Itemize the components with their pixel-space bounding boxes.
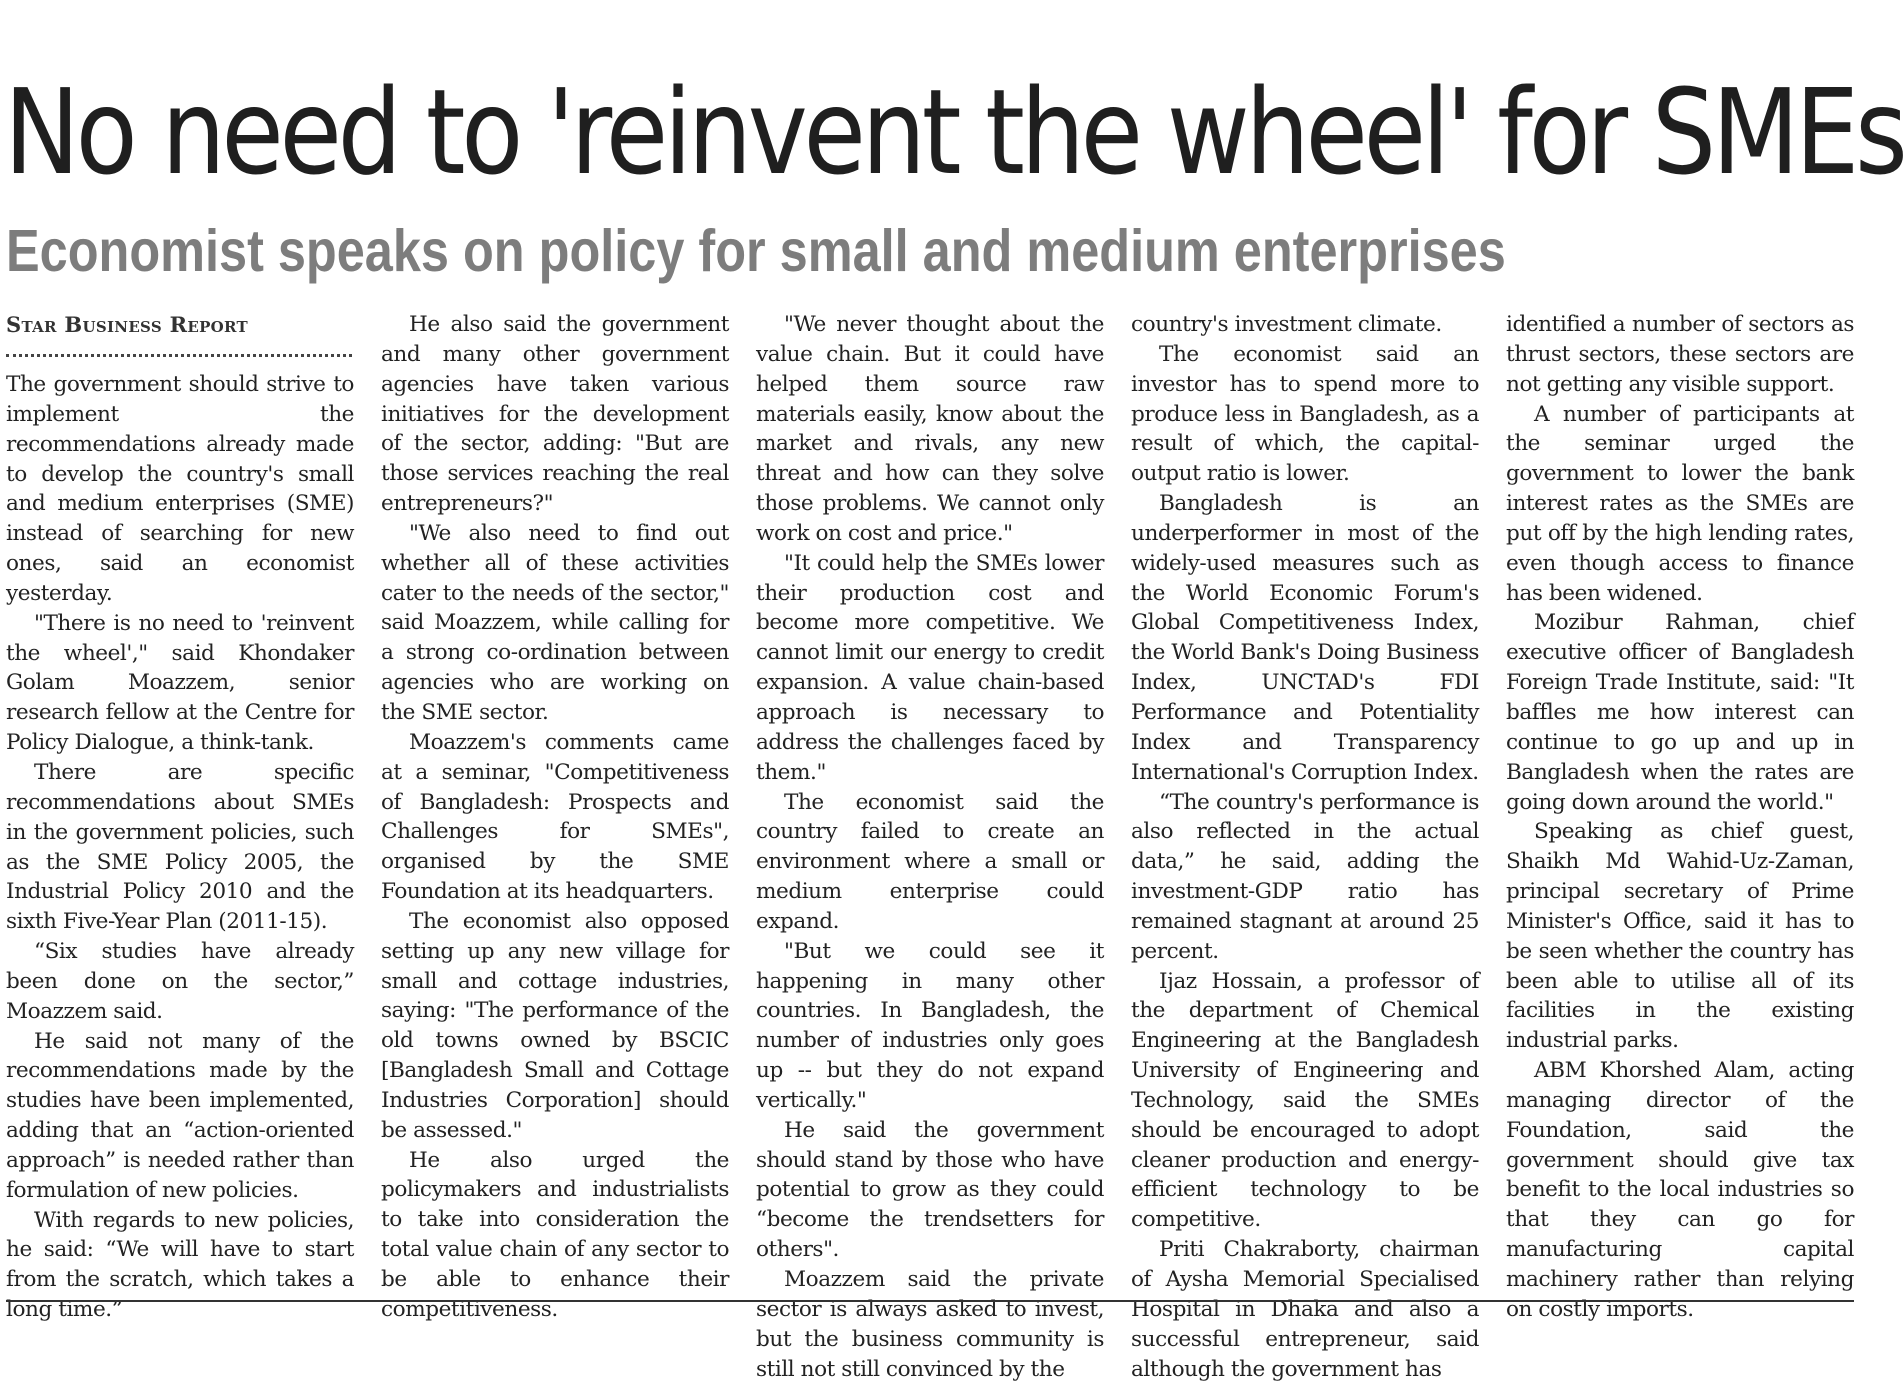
paragraph: “The country's performance is also reflected in the actual data,” he said, adding the investment-GDP ratio has remained stagnant at around 25 percent.	[1131, 789, 1479, 964]
paragraph: The economist said an investor has to spend more to produce less in Bangladesh, as a result of which, the capital-output ratio is lower.	[1131, 341, 1479, 487]
article-body	[6, 310, 1854, 1382]
headline: No need to 'reinvent the wheel' for SMEs	[4, 63, 1904, 201]
paragraph: “Six studies have already been done on the sector,” Moazzem said.	[6, 939, 354, 1024]
paragraph: He said not many of the recommendations made by the studies have been implemented, adding that an “action-oriented approach” is needed rather than formulation of new policies.	[6, 1028, 354, 1203]
byline-dotted-rule	[6, 340, 354, 370]
paragraph: Ijaz Hossain, a professor of the department of Chemical Engineering at the Bangladesh University of Engineering and Technology, said the SMEs should be encouraged to adopt cleaner production and energy-efficient technology to be competitive.	[1131, 968, 1479, 1233]
column-4	[1131, 310, 1479, 1382]
paragraph: A number of participants at the seminar urged the government to lower the bank interest rates as the SMEs are put off by the high lending rates, even though access to finance has been widened.	[1506, 401, 1854, 606]
column-3	[756, 310, 1104, 1382]
byline: Star Business Report	[6, 312, 248, 337]
paragraph: There are specific recommendations about SMEs in the government policies, such as the SME Policy 2005, the Industrial Policy 2010 and the sixth Five-Year Plan (2011-15).	[6, 759, 354, 935]
paragraph: With regards to new policies, he said: “We will have to start from the scratch, which takes a long time.”	[6, 1207, 354, 1323]
paragraph: "It could help the SMEs lower their production cost and become more competitive. We cannot limit our energy to credit expansion. A value chain-based approach is necessary to address the challenges faced by them."	[756, 550, 1104, 785]
paragraph: Bangladesh is an underperformer in most of the widely-used measures such as the World Economic Forum's Global Competitiveness Index, the World Bank's Doing Business Index, UNCTAD's FDI Performance and Potentiality Index and Transparency International's Corruption Index.	[1131, 491, 1479, 785]
paragraph: Moazzem's comments came at a seminar, "Competitiveness of Bangladesh: Prospects and Challenges for SMEs", organised by the SME Foundation at its headquarters.	[381, 729, 729, 905]
paragraph: The economist also opposed setting up any new village for small and cottage industries, saying: "The performance of the old towns owned by BSCIC [Bangladesh Small and Cottage Industries Corporation] should be assessed."	[381, 908, 729, 1143]
column-5	[1506, 310, 1854, 1322]
paragraph: Moazzem said the private sector is always asked to invest, but the business community is still not still convinced by the	[756, 1267, 1104, 1382]
column-1	[6, 310, 354, 1323]
subheadline: Economist speaks on policy for small and medium enterprises	[6, 218, 1506, 284]
paragraph: "We also need to find out whether all of these activities cater to the needs of the sector," said Moazzem, while calling for a strong co-ordination between agencies who are working on the SME sector.	[381, 520, 729, 725]
paragraph: The government should strive to implement the recommendations already made to develop the country's small and medium enterprises (SME) instead of searching for new ones, said an economist yesterday.	[6, 372, 354, 606]
paragraph: "We never thought about the value chain. But it could have helped them source raw materials easily, know about the market and rivals, any new threat and how can they solve those problems. We cannot only work on cost and price."	[756, 312, 1104, 546]
paragraph: He said the government should stand by those who have potential to grow as they could “become the trendsetters for others".	[756, 1117, 1104, 1263]
paragraph: country's investment climate.	[1131, 312, 1442, 337]
column-2	[381, 310, 729, 1322]
paragraph: ABM Khorshed Alam, acting managing director of the Foundation, said the government should give tax benefit to the local industries so that they can go for manufacturing capital machinery rather than relying on costly imports.	[1506, 1058, 1854, 1322]
paragraph: He also said the government and many other government agencies have taken various initiatives for the development of the sector, adding: "But are those services reaching the real entrepreneurs?"	[381, 312, 729, 517]
bottom-rule	[6, 1300, 1854, 1302]
paragraph: Priti Chakraborty, chairman of Aysha Memorial Specialised Hospital in Dhaka and also a successful entrepreneur, said although the government has	[1131, 1237, 1479, 1382]
paragraph: He also urged the policymakers and industrialists to take into consideration the total value chain of any sector to be able to enhance their competitiveness.	[381, 1147, 729, 1322]
paragraph: "But we could see it happening in many other countries. In Bangladesh, the number of industries only goes up -- but they do not expand vertically."	[756, 938, 1104, 1113]
paragraph: The economist said the country failed to create an environment where a small or medium enterprise could expand.	[756, 789, 1104, 934]
paragraph: Speaking as chief guest, Shaikh Md Wahid-Uz-Zaman, principal secretary of Prime Minister's Office, said it has to be seen whether the country has been able to utilise all of its facilities in the existing industrial parks.	[1506, 819, 1854, 1054]
paragraph: "There is no need to 'reinvent the wheel'," said Khondaker Golam Moazzem, senior research fellow at the Centre for Policy Dialogue, a think-tank.	[6, 610, 354, 756]
paragraph: Mozibur Rahman, chief executive officer of Bangladesh Foreign Trade Institute, said: "It baffles me how interest can continue to go up and up in Bangladesh when the rates are going down around the world."	[1506, 610, 1854, 815]
paragraph: identified a number of sectors as thrust sectors, these sectors are not getting any visible support.	[1506, 312, 1854, 397]
